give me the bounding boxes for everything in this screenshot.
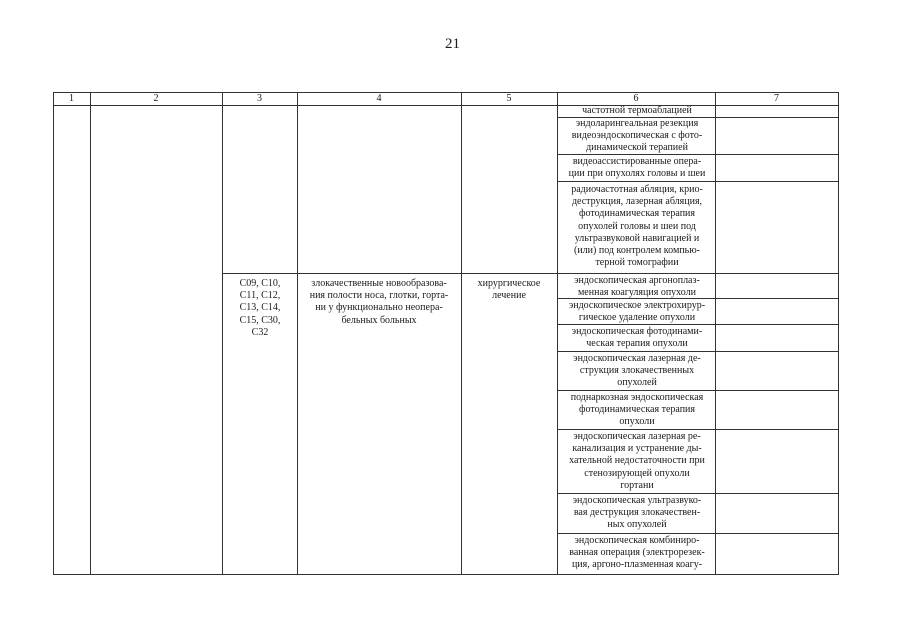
service-cell: частотной термоаблацией xyxy=(582,105,692,116)
column-border xyxy=(90,92,91,575)
column-border xyxy=(297,92,298,575)
table-bottom-border xyxy=(53,574,838,575)
treatment-type: хирургическое лечение xyxy=(477,278,541,302)
service-cell: эндоскопическая ультразвуко- вая деструкция злокачествен- ных опухолей xyxy=(572,495,702,531)
row-separator xyxy=(557,351,838,352)
service-cell: радиочастотная абляция, крио- деструкция, лазерная абляция, фотодинамическая терапия опухолей головы и шеи под ультразвуковой навигацией и (или) под контролем компью- терной томографии xyxy=(571,184,703,269)
row-separator xyxy=(557,429,838,430)
header-bottom-border xyxy=(53,105,838,106)
column-border xyxy=(53,92,54,575)
service-cell: эндоскопическая комбиниро- ванная операция (электрорезек- ция, аргоно-плазменная коагу- xyxy=(569,535,705,571)
column-number: 7 xyxy=(774,93,779,104)
column-border xyxy=(222,92,223,575)
service-cell: эндоскопическая лазерная ре- канализация и устранение ды- хательной недостаточности при стенозирующей опухоли гортани xyxy=(569,431,705,491)
service-cell: видеоассистированные опера- ции при опухолях головы и шеи xyxy=(568,156,706,180)
column-number: 1 xyxy=(69,93,74,104)
column-number: 5 xyxy=(506,93,512,104)
service-cell: эндоскопическая фотодинами- ческая терапия опухоли xyxy=(571,326,703,350)
column-number: 6 xyxy=(633,93,639,104)
group-separator xyxy=(222,273,838,274)
column-border xyxy=(838,92,839,575)
diagnosis-codes: C09, C10, C11, C12, C13, C14, C15, C30, C32 xyxy=(239,278,281,338)
service-cell: эндоскопическая лазерная де- струкция злокачественных опухолей xyxy=(573,353,701,389)
service-cell: эндоларингеальная резекция видеоэндоскопическая с фото- динамической терапией xyxy=(571,118,703,154)
service-cell: эндоскопическое электрохирур- гическое удаление опухоли xyxy=(568,300,706,324)
column-border xyxy=(715,92,716,575)
row-separator xyxy=(557,390,838,391)
column-border xyxy=(461,92,462,575)
page-number: 21 xyxy=(445,36,460,52)
row-separator xyxy=(557,181,838,182)
diagnosis-description: злокачественные новообразова- ния полости носа, глотки, горта- ни у функционально неопера- бельных больных xyxy=(309,278,449,326)
row-separator xyxy=(557,324,838,325)
column-border xyxy=(557,92,558,575)
service-cell: поднаркозная эндоскопическая фотодинамическая терапия опухоли xyxy=(570,392,704,428)
row-separator xyxy=(557,493,838,494)
column-number: 4 xyxy=(376,93,382,104)
service-cell: эндоскопическая аргоноплаз- менная коагуляция опухоли xyxy=(574,275,700,299)
row-separator xyxy=(557,533,838,534)
column-number: 2 xyxy=(153,93,159,104)
column-number: 3 xyxy=(257,93,262,104)
row-separator xyxy=(557,154,838,155)
